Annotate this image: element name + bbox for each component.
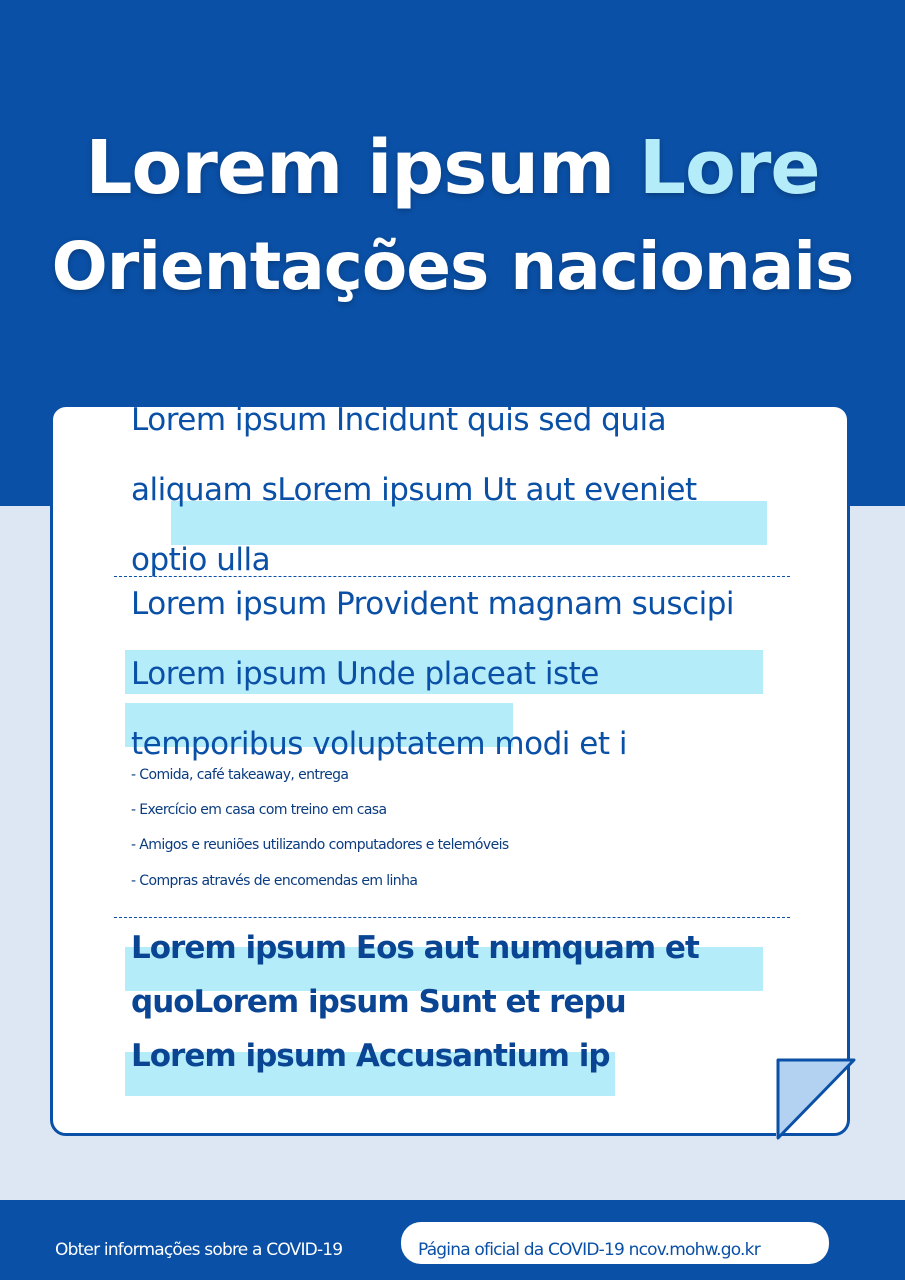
title-accent: Lore (638, 125, 820, 211)
footer-info-text: Obter informações sobre a COVID-19 (55, 1240, 343, 1260)
dashed-divider (114, 917, 790, 918)
card-bold-line: quoLorem ipsum Sunt et repu (131, 984, 626, 1020)
page-fold-icon (776, 1058, 856, 1140)
card-text-line: temporibus voluptatem modi et i (131, 726, 627, 762)
card-text-line: optio ulla (131, 542, 271, 578)
page-subtitle: Orientações nacionais (51, 228, 854, 305)
card-text-line: Lorem ipsum Provident magnam suscipi (131, 586, 735, 622)
card-text-line: aliquam sLorem ipsum Ut aut eveniet (131, 472, 697, 508)
bullet-item: - Comida, café takeaway, entrega (131, 767, 349, 783)
bullet-item: - Amigos e reuniões utilizando computadores e telemóveis (131, 837, 509, 853)
bullet-item: - Exercício em casa com treino em casa (131, 802, 387, 818)
page-title: Lorem ipsum Lore (85, 125, 820, 211)
card-bold-line: Lorem ipsum Accusantium ip (131, 1038, 610, 1074)
card-bold-line: Lorem ipsum Eos aut numquam et (131, 930, 699, 966)
bullet-item: - Compras através de encomendas em linha (131, 873, 418, 889)
official-page-link-label[interactable]: Página oficial da COVID-19 ncov.mohw.go.kr (418, 1240, 760, 1260)
card-text-line: Lorem ipsum Incidunt quis sed quia (131, 402, 667, 438)
card-text-line: Lorem ipsum Unde placeat iste (131, 656, 599, 692)
dashed-divider (114, 576, 790, 577)
